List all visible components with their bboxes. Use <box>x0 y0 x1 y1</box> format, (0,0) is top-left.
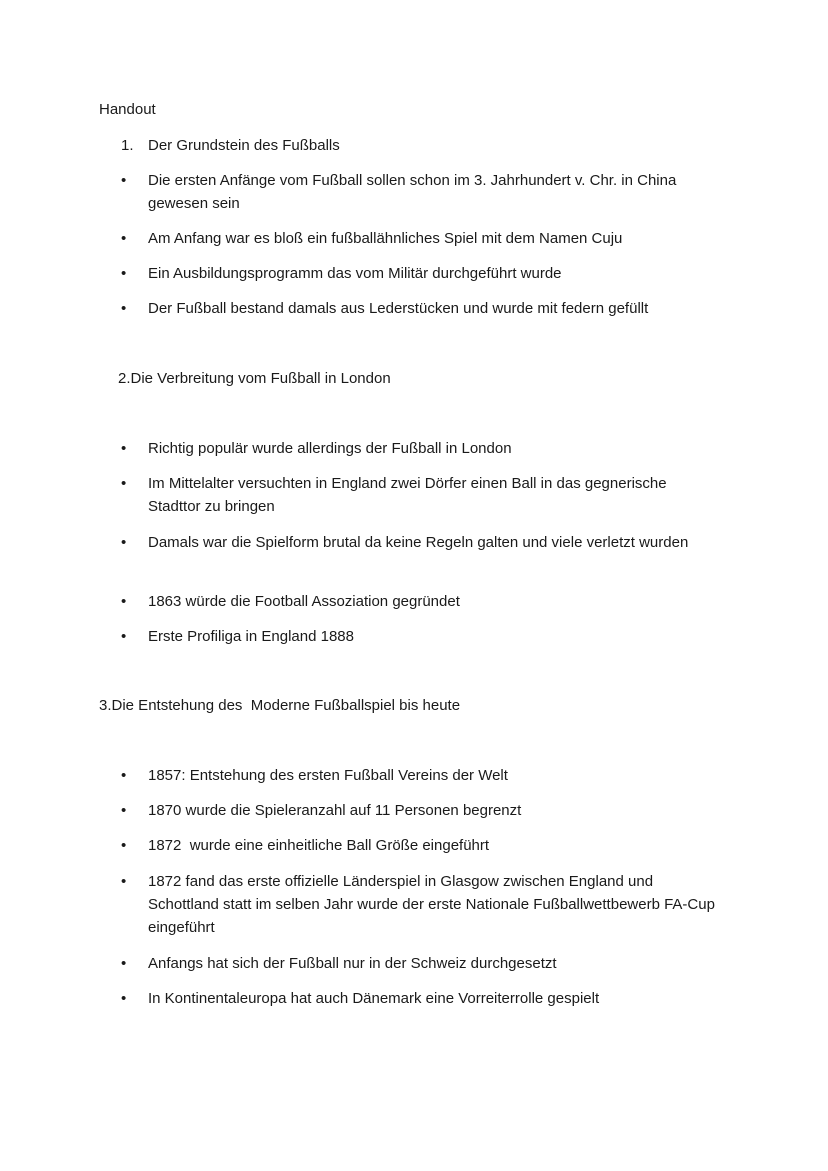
bullet-icon: • <box>121 230 127 247</box>
bullet-icon: • <box>121 265 127 282</box>
list-item-text: Erste Profiliga in England 1888 <box>148 628 354 645</box>
list-item-text: Am Anfang war es bloß ein fußballähnliches Spiel mit dem Namen Cuju <box>148 230 623 247</box>
list-item <box>121 437 721 460</box>
list-item-text: Richtig populär wurde allerdings der Fußball in London <box>148 440 512 457</box>
list-item <box>121 625 721 648</box>
bullet-icon: • <box>121 300 127 317</box>
list-item <box>121 952 721 975</box>
list-item <box>121 297 721 320</box>
section-2-heading: 2.Die Verbreitung vom Fußball in London <box>118 370 391 387</box>
bullet-icon: • <box>121 440 127 457</box>
list-item <box>121 870 721 939</box>
bullet-icon: • <box>121 534 127 551</box>
bullet-icon: • <box>121 837 127 854</box>
section-1-heading-text: Der Grundstein des Fußballs <box>148 137 340 154</box>
list-item-text: 1870 wurde die Spieleranzahl auf 11 Personen begrenzt <box>148 802 522 819</box>
document-title: Handout <box>99 101 156 118</box>
section-3-heading: 3.Die Entstehung des Moderne Fußballspiel bis heute <box>99 697 461 714</box>
list-item-text: 1857: Entstehung des ersten Fußball Vereins der Welt <box>148 767 508 784</box>
list-item <box>121 590 721 613</box>
section-1-heading <box>121 134 340 157</box>
list-item <box>121 262 721 285</box>
list-item-text: In Kontinentaleuropa hat auch Dänemark eine Vorreiterrolle gespielt <box>148 990 600 1007</box>
list-item <box>121 834 721 857</box>
list-item <box>121 169 721 215</box>
list-item-text: 1872 wurde eine einheitliche Ball Größe eingeführt <box>148 837 490 854</box>
list-item <box>121 799 721 822</box>
list-item-text: Anfangs hat sich der Fußball nur in der Schweiz durchgesetzt <box>148 955 557 972</box>
list-item <box>121 227 721 250</box>
list-item-text: Damals war die Spielform brutal da keine Regeln galten und viele verletzt wurden <box>148 534 689 551</box>
bullet-icon: • <box>121 990 127 1007</box>
bullet-icon: • <box>121 955 127 972</box>
list-item-text: Die ersten Anfänge vom Fußball sollen schon im 3. Jahrhundert v. Chr. in China gewesen sein <box>148 172 677 212</box>
list-item <box>121 472 721 518</box>
list-item-text: Der Fußball bestand damals aus Lederstücken und wurde mit federn gefüllt <box>148 300 649 317</box>
bullet-icon: • <box>121 475 127 492</box>
list-item-text: 1863 würde die Football Assoziation gegründet <box>148 593 460 610</box>
bullet-icon: • <box>121 172 127 189</box>
section-1-number: 1. <box>121 137 134 154</box>
list-item <box>121 987 721 1010</box>
bullet-icon: • <box>121 628 127 645</box>
bullet-icon: • <box>121 593 127 610</box>
list-item-text: Ein Ausbildungsprogramm das vom Militär durchgeführt wurde <box>148 265 562 282</box>
bullet-icon: • <box>121 802 127 819</box>
list-item-text: 1872 fand das erste offizielle Länderspiel in Glasgow zwischen England und Schottland statt im selben Jahr wurde der erste Nationale Fußballwettbewerb FA-Cup eingeführt <box>148 873 715 936</box>
list-item <box>121 764 721 787</box>
bullet-icon: • <box>121 767 127 784</box>
bullet-icon: • <box>121 873 127 890</box>
list-item-text: Im Mittelalter versuchten in England zwei Dörfer einen Ball in das gegnerische Stadttor zu bringen <box>148 475 667 515</box>
list-item <box>121 531 721 554</box>
